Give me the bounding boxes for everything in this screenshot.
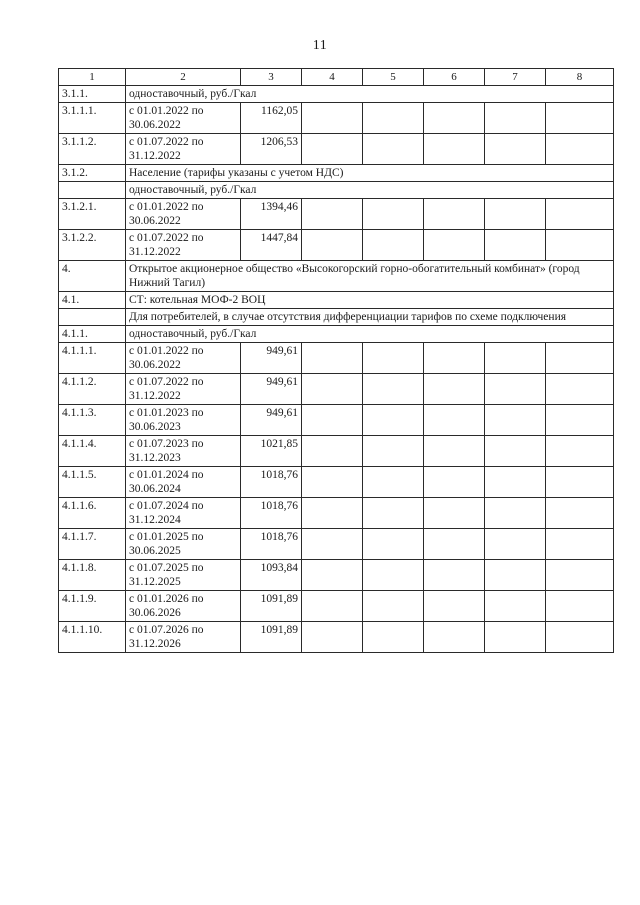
section-title: СТ: котельная МОФ-2 ВОЦ — [126, 292, 614, 309]
empty-cell — [302, 498, 363, 529]
tariff-value-cell: 1018,76 — [241, 467, 302, 498]
empty-cell — [302, 405, 363, 436]
period-cell: с 01.07.2022 по 31.12.2022 — [126, 230, 241, 261]
column-header: 1 — [59, 69, 126, 86]
section-title: одноставочный, руб./Гкал — [126, 86, 614, 103]
section-row — [59, 165, 614, 182]
empty-cell — [302, 436, 363, 467]
table-row — [59, 498, 614, 529]
period-cell: с 01.07.2022 по 31.12.2022 — [126, 134, 241, 165]
row-code: 3.1.2.2. — [59, 230, 126, 261]
period-cell: с 01.07.2026 по 31.12.2026 — [126, 622, 241, 653]
empty-cell — [363, 199, 424, 230]
tariff-value-cell: 1018,76 — [241, 529, 302, 560]
section-title: Население (тарифы указаны с учетом НДС) — [126, 165, 614, 182]
column-header: 6 — [424, 69, 485, 86]
page-number: 11 — [312, 38, 328, 53]
period-cell: с 01.01.2022 по 30.06.2022 — [126, 199, 241, 230]
empty-cell — [424, 529, 485, 560]
empty-cell — [485, 436, 546, 467]
empty-cell — [485, 374, 546, 405]
empty-cell — [302, 529, 363, 560]
empty-cell — [363, 405, 424, 436]
empty-cell — [363, 622, 424, 653]
empty-cell — [302, 467, 363, 498]
empty-cell — [546, 343, 614, 374]
tariff-value-cell: 1091,89 — [241, 591, 302, 622]
row-code: 4.1.1.6. — [59, 498, 126, 529]
empty-cell — [424, 560, 485, 591]
section-title: одноставочный, руб./Гкал — [126, 182, 614, 199]
empty-cell — [302, 199, 363, 230]
section-title: Открытое акционерное общество «Высокогорский горно-обогатительный комбинат» (город Нижний Тагил) — [126, 261, 614, 292]
row-code: 3.1.2.1. — [59, 199, 126, 230]
empty-cell — [424, 374, 485, 405]
empty-cell — [485, 560, 546, 591]
table-row — [59, 134, 614, 165]
period-cell: с 01.01.2022 по 30.06.2022 — [126, 343, 241, 374]
empty-cell — [485, 405, 546, 436]
row-code: 3.1.2. — [59, 165, 126, 182]
empty-cell — [546, 230, 614, 261]
empty-cell — [363, 343, 424, 374]
empty-cell — [485, 591, 546, 622]
row-code: 4.1.1.10. — [59, 622, 126, 653]
empty-cell — [302, 560, 363, 591]
table-row — [59, 374, 614, 405]
empty-cell — [485, 498, 546, 529]
empty-cell — [546, 374, 614, 405]
row-code: 4.1.1.2. — [59, 374, 126, 405]
table-row — [59, 467, 614, 498]
empty-cell — [363, 230, 424, 261]
empty-cell — [363, 498, 424, 529]
column-header: 5 — [363, 69, 424, 86]
row-code: 3.1.1.2. — [59, 134, 126, 165]
empty-cell — [546, 103, 614, 134]
table-row — [59, 199, 614, 230]
tariff-value-cell: 1447,84 — [241, 230, 302, 261]
period-cell: с 01.01.2023 по 30.06.2023 — [126, 405, 241, 436]
row-code: 4.1.1.9. — [59, 591, 126, 622]
period-cell: с 01.07.2023 по 31.12.2023 — [126, 436, 241, 467]
empty-cell — [302, 374, 363, 405]
period-cell: с 01.01.2026 по 30.06.2026 — [126, 591, 241, 622]
row-code: 3.1.1. — [59, 86, 126, 103]
section-row — [59, 292, 614, 309]
empty-cell — [485, 199, 546, 230]
period-cell: с 01.01.2024 по 30.06.2024 — [126, 467, 241, 498]
empty-cell — [424, 591, 485, 622]
empty-cell — [363, 529, 424, 560]
tariff-value-cell: 1394,46 — [241, 199, 302, 230]
empty-cell — [363, 436, 424, 467]
tariff-value-cell: 1093,84 — [241, 560, 302, 591]
row-code: 4.1.1.3. — [59, 405, 126, 436]
empty-cell — [546, 622, 614, 653]
table-row — [59, 436, 614, 467]
empty-cell — [485, 134, 546, 165]
empty-cell — [424, 134, 485, 165]
empty-cell — [302, 230, 363, 261]
empty-cell — [363, 103, 424, 134]
section-row — [59, 261, 614, 292]
row-code: 4.1. — [59, 292, 126, 309]
column-header: 3 — [241, 69, 302, 86]
section-row — [59, 326, 614, 343]
empty-cell — [546, 560, 614, 591]
row-code: 3.1.1.1. — [59, 103, 126, 134]
tariff-table — [58, 68, 614, 653]
row-code: 4.1.1.5. — [59, 467, 126, 498]
row-code: 4.1.1.1. — [59, 343, 126, 374]
period-cell: с 01.07.2022 по 31.12.2022 — [126, 374, 241, 405]
tariff-value-cell: 1018,76 — [241, 498, 302, 529]
empty-cell — [363, 560, 424, 591]
empty-cell — [302, 591, 363, 622]
table-row — [59, 103, 614, 134]
empty-cell — [485, 230, 546, 261]
empty-cell — [485, 343, 546, 374]
table-body — [59, 69, 614, 653]
empty-cell — [424, 467, 485, 498]
table-row — [59, 622, 614, 653]
empty-cell — [424, 498, 485, 529]
column-header: 7 — [485, 69, 546, 86]
section-title: Для потребителей, в случае отсутствия дифференциации тарифов по схеме подключения — [126, 309, 614, 326]
row-code: 4.1.1.8. — [59, 560, 126, 591]
tariff-value-cell: 1162,05 — [241, 103, 302, 134]
empty-cell — [302, 622, 363, 653]
empty-cell — [546, 467, 614, 498]
row-code: 4.1.1.4. — [59, 436, 126, 467]
empty-cell — [546, 591, 614, 622]
empty-cell — [302, 134, 363, 165]
column-header: 2 — [126, 69, 241, 86]
empty-cell — [302, 343, 363, 374]
empty-cell — [546, 134, 614, 165]
empty-cell — [363, 591, 424, 622]
empty-cell — [424, 436, 485, 467]
empty-cell — [424, 103, 485, 134]
empty-cell — [546, 199, 614, 230]
tariff-value-cell: 1021,85 — [241, 436, 302, 467]
table-row — [59, 343, 614, 374]
period-cell: с 01.01.2022 по 30.06.2022 — [126, 103, 241, 134]
empty-cell — [546, 529, 614, 560]
period-cell: с 01.07.2024 по 31.12.2024 — [126, 498, 241, 529]
section-row — [59, 182, 614, 199]
row-code: 4.1.1.7. — [59, 529, 126, 560]
row-code — [59, 309, 126, 326]
table-row — [59, 591, 614, 622]
table-row — [59, 560, 614, 591]
tariff-value-cell: 1091,89 — [241, 622, 302, 653]
tariff-value-cell: 949,61 — [241, 374, 302, 405]
empty-cell — [546, 498, 614, 529]
empty-cell — [546, 405, 614, 436]
tariff-value-cell: 1206,53 — [241, 134, 302, 165]
table-row — [59, 230, 614, 261]
section-row — [59, 309, 614, 326]
empty-cell — [363, 134, 424, 165]
empty-cell — [485, 622, 546, 653]
empty-cell — [424, 199, 485, 230]
section-title: одноставочный, руб./Гкал — [126, 326, 614, 343]
column-header-row — [59, 69, 614, 86]
table-row — [59, 529, 614, 560]
row-code: 4.1.1. — [59, 326, 126, 343]
empty-cell — [485, 103, 546, 134]
column-header: 4 — [302, 69, 363, 86]
period-cell: с 01.07.2025 по 31.12.2025 — [126, 560, 241, 591]
empty-cell — [302, 103, 363, 134]
table-row — [59, 405, 614, 436]
empty-cell — [424, 343, 485, 374]
row-code: 4. — [59, 261, 126, 292]
section-row — [59, 86, 614, 103]
empty-cell — [363, 467, 424, 498]
tariff-value-cell: 949,61 — [241, 405, 302, 436]
row-code — [59, 182, 126, 199]
period-cell: с 01.01.2025 по 30.06.2025 — [126, 529, 241, 560]
empty-cell — [546, 436, 614, 467]
empty-cell — [424, 622, 485, 653]
empty-cell — [424, 230, 485, 261]
tariff-value-cell: 949,61 — [241, 343, 302, 374]
empty-cell — [485, 467, 546, 498]
column-header: 8 — [546, 69, 614, 86]
empty-cell — [485, 529, 546, 560]
empty-cell — [424, 405, 485, 436]
empty-cell — [363, 374, 424, 405]
